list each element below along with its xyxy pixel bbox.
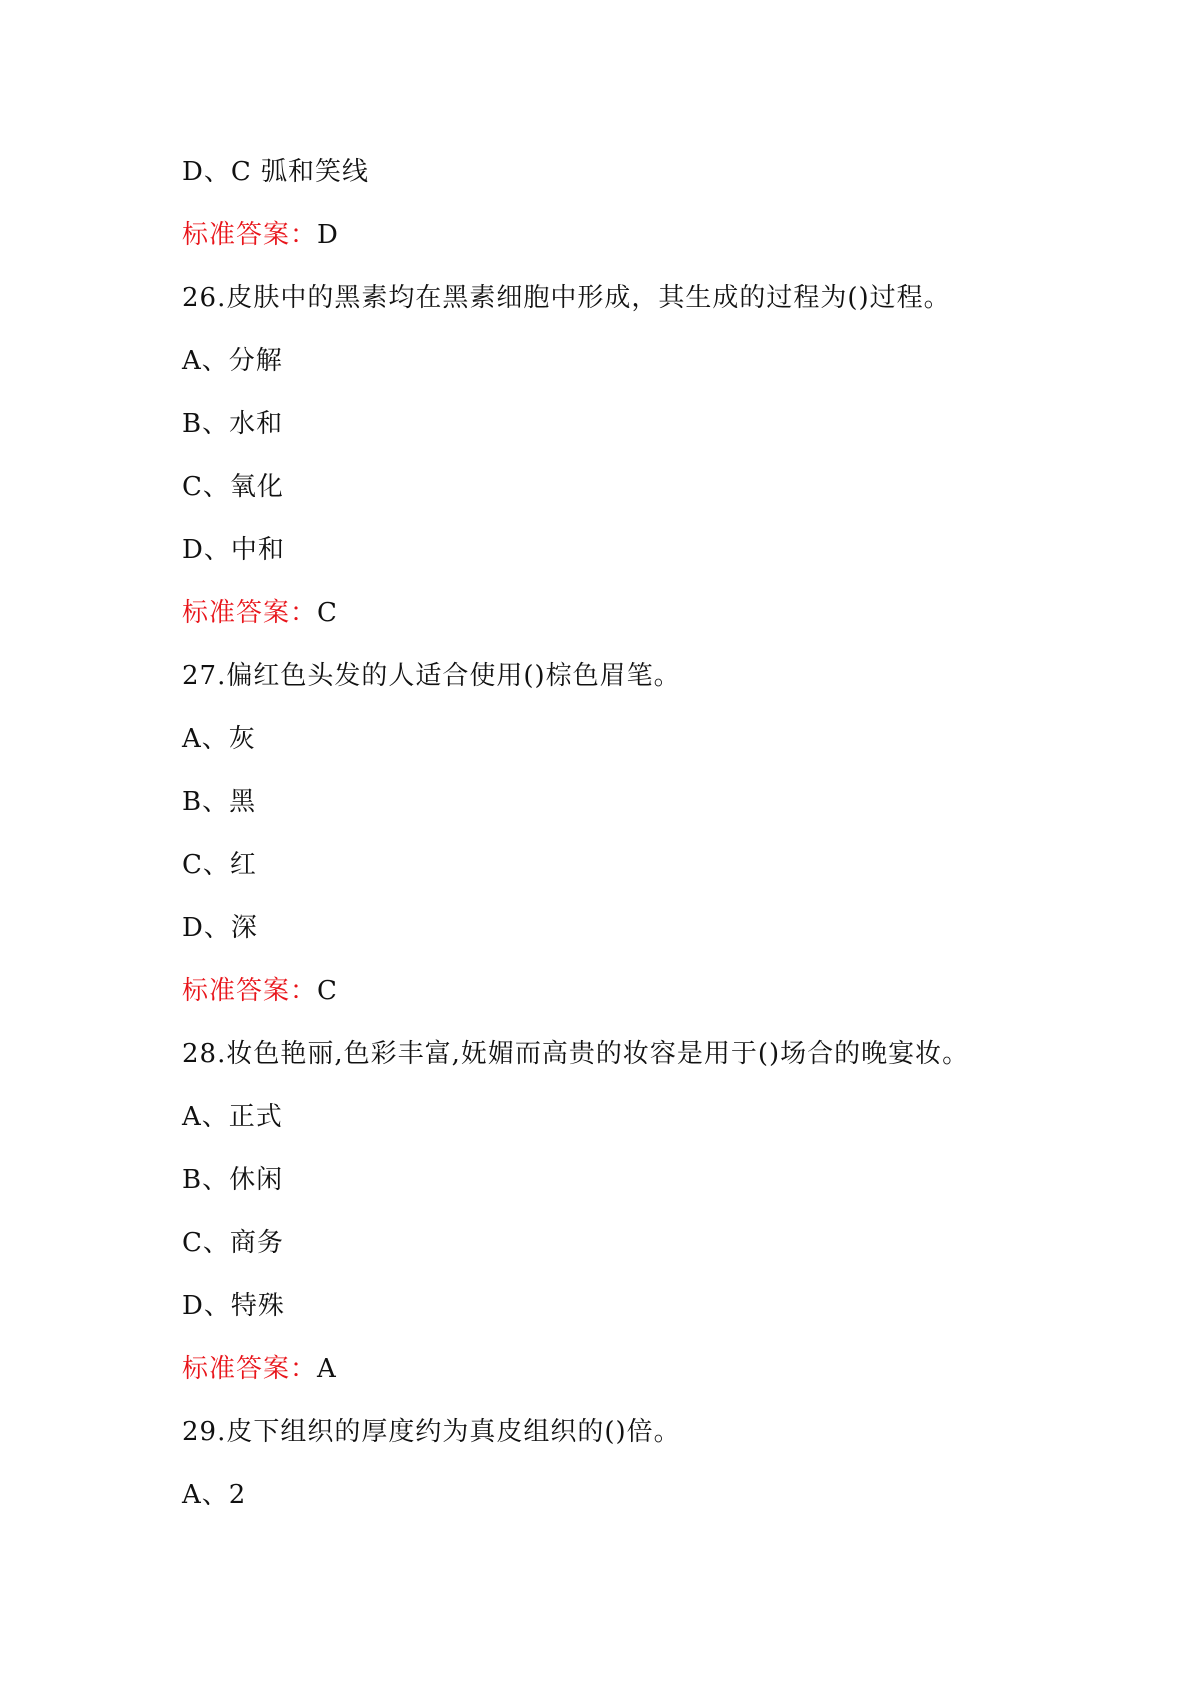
answer-label: 标准答案： (182, 598, 318, 628)
option-a-q29: A、2 (182, 1480, 247, 1510)
question-28: 28.妆色艳丽,色彩丰富,妩媚而高贵的妆容是用于()场合的晚宴妆。 (182, 1039, 970, 1069)
option-d-q27: D、深 (182, 913, 258, 943)
answer-label: 标准答案： (182, 1354, 318, 1384)
question-27: 27.偏红色头发的人适合使用()棕色眉笔。 (182, 661, 681, 691)
option-a-q26: A、分解 (182, 346, 283, 376)
option-c-q27: C、红 (182, 850, 257, 880)
option-d-q26: D、中和 (182, 535, 285, 565)
option-a-q27: A、灰 (182, 724, 256, 754)
question-29: 29.皮下组织的厚度约为真皮组织的()倍。 (182, 1417, 681, 1447)
answer-q28 (182, 1352, 337, 1386)
option-a-q28: A、正式 (182, 1102, 283, 1132)
answer-q26 (182, 596, 338, 630)
answer-value: D (317, 220, 339, 250)
answer-label: 标准答案： (182, 220, 318, 250)
answer-label: 标准答案： (182, 976, 318, 1006)
option-d-q25: D、C 弧和笑线 (182, 157, 370, 187)
option-b-q27: B、黑 (182, 787, 257, 817)
answer-value: C (317, 598, 338, 628)
answer-value: A (317, 1354, 337, 1384)
option-d-q28: D、特殊 (182, 1291, 285, 1321)
answer-q25 (182, 218, 339, 252)
option-b-q28: B、休闲 (182, 1165, 284, 1195)
option-c-q28: C、商务 (182, 1228, 284, 1258)
question-26: 26.皮肤中的黑素均在黑素细胞中形成，其生成的过程为()过程。 (182, 283, 951, 313)
answer-value: C (317, 976, 338, 1006)
option-c-q26: C、氧化 (182, 472, 284, 502)
answer-q27 (182, 974, 338, 1008)
option-b-q26: B、水和 (182, 409, 284, 439)
